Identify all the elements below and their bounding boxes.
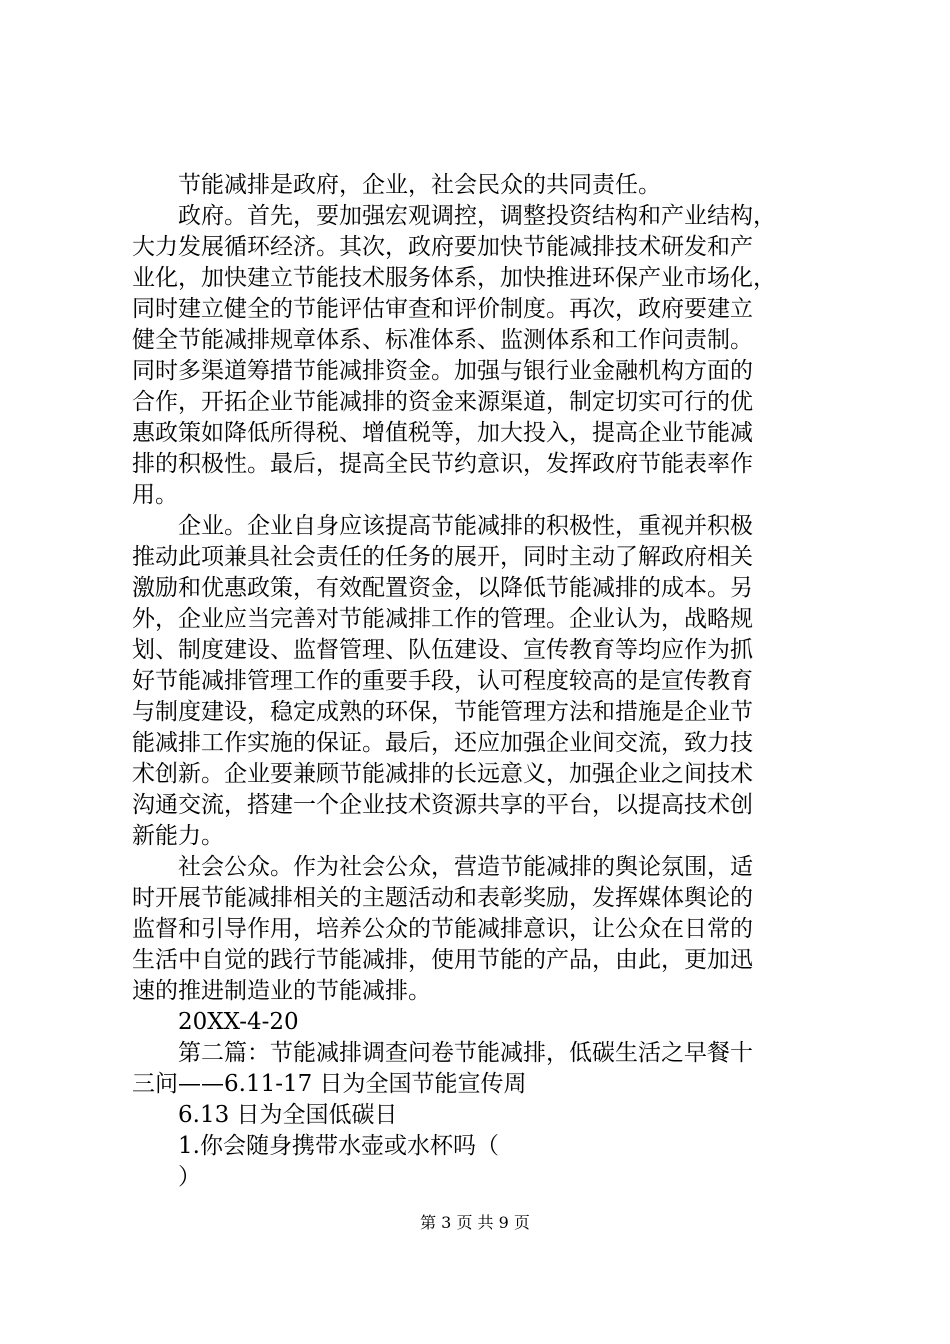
text-line: 推动此项兼具社会责任的任务的展开，同时主动了解政府相关 [132, 544, 753, 570]
text-line: 业化，加快建立节能技术服务体系，加快推进环保产业市场化， [132, 265, 776, 291]
date-line: 20XX-4-20 [132, 1009, 299, 1035]
text-line: 排的积极性。最后，提高全民节约意识，发挥政府节能表率作 [132, 451, 753, 477]
text-line: 6.13 日为全国低碳日 [132, 1102, 398, 1128]
text-line: 大力发展循环经济。其次，政府要加快节能减排技术研发和产 [132, 234, 753, 260]
text-line: 社会公众。作为社会公众，营造节能减排的舆论氛围，适 [132, 854, 753, 880]
text-line: 合作，开拓企业节能减排的资金来源渠道，制定切实可行的优 [132, 389, 753, 415]
text-line: 外，企业应当完善对节能减排工作的管理。企业认为，战略规 [132, 606, 753, 632]
text-line: 用。 [132, 482, 178, 508]
text-line: 术创新。企业要兼顾节能减排的长远意义，加强企业之间技术 [132, 761, 753, 787]
text-line: 同时多渠道筹措节能减排资金。加强与银行业金融机构方面的 [132, 358, 753, 384]
text-line: 时开展节能减排相关的主题活动和表彰奖励，发挥媒体舆论的 [132, 885, 753, 911]
text-line: 能减排工作实施的保证。最后，还应加强企业间交流，致力技 [132, 730, 753, 756]
text-line: 速的推进制造业的节能减排。 [132, 978, 431, 1004]
text-line: 新能力。 [132, 823, 224, 849]
question-line: 1.你会随身携带水壶或水杯吗（ [132, 1133, 499, 1159]
text-line: 节能减排是政府，企业，社会民众的共同责任。 [132, 172, 661, 198]
text-line: 好节能减排管理工作的重要手段，认可程度较高的是宣传教育 [132, 668, 753, 694]
text-line: 政府。首先，要加强宏观调控，调整投资结构和产业结构， [132, 203, 776, 229]
text-line: 生活中自觉的践行节能减排，使用节能的产品，由此，更加迅 [132, 947, 753, 973]
text-line: 同时建立健全的节能评估审查和评价制度。再次，政府要建立 [132, 296, 753, 322]
section-heading-line: 第二篇：节能减排调查问卷节能减排，低碳生活之早餐十 [132, 1040, 753, 1066]
page-number-footer: 第 3 页 共 9 页 [420, 1213, 530, 1232]
text-line: 划、制度建设、监督管理、队伍建设、宣传教育等均应作为抓 [132, 637, 753, 663]
text-line: 惠政策如降低所得税、增值税等，加大投入，提高企业节能减 [132, 420, 753, 446]
text-line: 健全节能减排规章体系、标准体系、监测体系和工作问责制。 [132, 327, 753, 353]
text-line: 激励和优惠政策，有效配置资金，以降低节能减排的成本。另 [132, 575, 753, 601]
section-heading-line: 三问——6.11-17 日为全国节能宣传周 [132, 1071, 527, 1097]
text-line: 与制度建设，稳定成熟的环保，节能管理方法和措施是企业节 [132, 699, 753, 725]
text-line: 监督和引导作用，培养公众的节能减排意识，让公众在日常的 [132, 916, 753, 942]
text-line: 企业。企业自身应该提高节能减排的积极性，重视并积极 [132, 513, 753, 539]
text-line: 沟通交流，搭建一个企业技术资源共享的平台，以提高技术创 [132, 792, 753, 818]
document-body [132, 170, 832, 1193]
question-line: ） [132, 1164, 201, 1190]
